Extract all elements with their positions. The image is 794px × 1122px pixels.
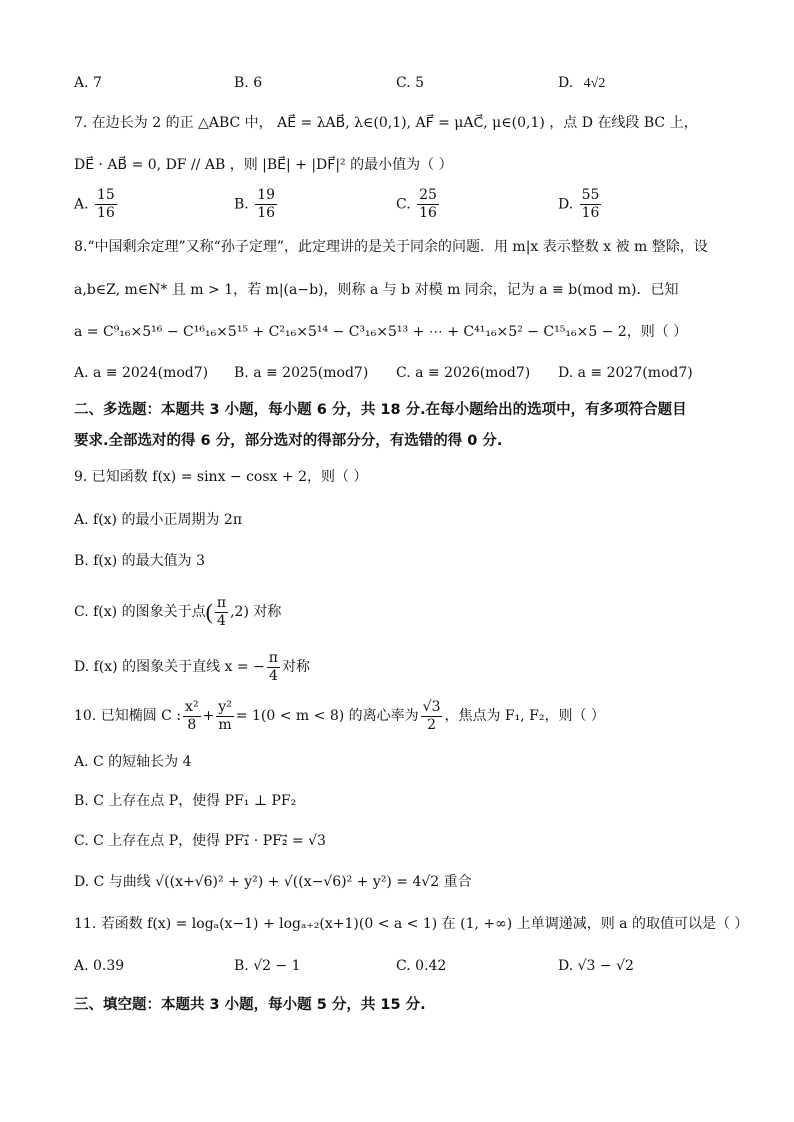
q9-option-d xyxy=(74,647,310,687)
section-3-heading: 三、填空题：本题共 3 小题，每小题 5 分，共 15 分. xyxy=(74,997,426,1013)
q9-option-d-pre: D. f(x) 的图象关于直线 x = − xyxy=(74,659,265,675)
q7-option-c-fraction xyxy=(417,187,439,222)
q9-option-c-num: π xyxy=(216,594,227,611)
q10-y-num: y² xyxy=(218,698,232,715)
q7-option-d xyxy=(558,187,603,222)
q7-option-d-num: 55 xyxy=(581,187,600,203)
q10-option-b: B. C 上存在点 P，使得 PF₁ ⊥ PF₂ xyxy=(74,793,297,809)
q7-option-b-fraction xyxy=(255,187,277,222)
q9-option-a: A. f(x) 的最小正周期为 2π xyxy=(74,512,243,528)
q7-option-d-den: 16 xyxy=(581,205,600,221)
q7-option-a-num: 15 xyxy=(97,187,115,203)
q7-option-b-den: 16 xyxy=(257,205,276,221)
q6-option-b: B. 6 xyxy=(234,75,263,91)
q9-option-c-den: 4 xyxy=(217,612,226,629)
q10-stem: 10. 已知椭圆 C : $\frac{\text{x²}}{8}$ + $\frac{\text{y²}}{m}$ = 1(0 < m < 8) 的离心率为 $\frac{√3}{2}$ ，焦点为 F₁, F₂，则（ ） xyxy=(74,698,605,733)
q9-option-d-num: π xyxy=(268,649,278,666)
q8-option-a: A. a ≡ 2024(mod7) xyxy=(74,365,209,381)
q10-stem-pre: 10. 已知椭圆 C : xyxy=(74,708,182,724)
q7-option-c xyxy=(396,187,441,222)
q6-option-d xyxy=(558,73,605,94)
q9-option-d-fraction xyxy=(267,650,280,685)
q7-line-1: 7. 在边长为 2 的正 △ABC 中， AE⃗ = λAB⃗, λ∈(0,1), AF⃗ = μAC⃗, μ∈(0,1) ，点 D 在线段 BC 上， xyxy=(74,115,698,131)
q9-option-c-post: ,2) 对称 xyxy=(230,604,282,620)
q6-option-a: A. 7 xyxy=(74,75,102,91)
q10-stem-mid: = 1(0 < m < 8) 的离心率为 xyxy=(235,708,419,724)
q11-option-a: A. 0.39 xyxy=(74,958,125,974)
q9-option-c-paren: ( xyxy=(205,599,213,624)
q7-option-d-label: D. xyxy=(558,196,574,213)
q8-option-c: C. a ≡ 2026(mod7) xyxy=(396,365,531,381)
q7-option-c-den: 16 xyxy=(419,205,437,221)
q10-option-c: C. C 上存在点 P，使得 PF₁⃗ · PF₂⃗ = √3 xyxy=(74,833,326,849)
q10-e-num: √3 xyxy=(422,698,441,715)
q6-option-d-value: 4√2 xyxy=(583,76,606,91)
q9-option-c xyxy=(74,592,281,632)
q7-option-d-fraction xyxy=(580,187,602,222)
q9-stem: 9. 已知函数 f(x) = sinx − cosx + 2，则（ ） xyxy=(74,469,368,485)
q10-y-den: m xyxy=(218,716,232,733)
q10-x-fraction xyxy=(183,699,201,734)
q7-line-2: DE⃗ · AB⃗ = 0, DF // AB ，则 |BE⃗| + |DF⃗|² 的最小值为（ ） xyxy=(74,157,453,173)
q10-option-d: D. C 与曲线 √((x+√6)² + y²) + √((x−√6)² + y²) = 4√2 重合 xyxy=(74,874,472,890)
q6-option-c: C. 5 xyxy=(396,75,425,91)
q7-option-b-num: 19 xyxy=(257,187,276,203)
q10-e-fraction xyxy=(421,699,443,734)
q8-option-d: D. a ≡ 2027(mod7) xyxy=(558,365,693,381)
q8-option-b: B. a ≡ 2025(mod7) xyxy=(234,365,369,381)
q11-option-c: C. 0.42 xyxy=(396,958,447,974)
q7-option-b xyxy=(234,187,279,222)
q9-option-b: B. f(x) 的最大值为 3 xyxy=(74,553,205,569)
q9-option-c-pre: C. f(x) 的图象关于点 xyxy=(74,604,206,620)
q7-option-a-label: A. xyxy=(74,196,89,213)
q7-option-a-fraction xyxy=(95,187,117,222)
q8-line-1: 8.“中国剩余定理”又称“孙子定理”，此定理讲的是关于同余的问题．用 m|x 表示整数 x 被 m 整除，设 xyxy=(74,239,708,255)
q10-option-a: A. C 的短轴长为 4 xyxy=(74,754,192,770)
q10-e-den: 2 xyxy=(427,716,437,733)
q8-line-2: a,b∈Z, m∈N* 且 m > 1，若 m|(a−b)，则称 a 与 b 对模 m 同余，记为 a ≡ b(mod m)．已知 xyxy=(74,282,679,298)
q11-option-d: D. √3 − √2 xyxy=(558,958,634,974)
q7-option-c-num: 25 xyxy=(419,187,437,203)
q10-stem-post: ，焦点为 F₁, F₂，则（ ） xyxy=(444,708,605,724)
section-2-heading-line-2: 要求.全部选对的得 6 分，部分选对的得部分分，有选错的得 0 分. xyxy=(74,433,503,449)
section-2-heading-line-1: 二、多选题：本题共 3 小题，每小题 6 分，共 18 分.在每小题给出的选项中，有多项符合题目 xyxy=(74,402,687,418)
q10-x-num: x² xyxy=(185,698,199,715)
q11-stem: 11. 若函数 f(x) = logₐ(x−1) + logₐ₊₂(x+1)(0 < a < 1) 在 (1, +∞) 上单调递减，则 a 的取值可以是（ ） xyxy=(74,916,749,932)
q8-line-3: a = C⁹₁₆×5¹⁶ − C¹⁶₁₆×5¹⁵ + C²₁₆×5¹⁴ − C³₁₆×5¹³ + ⋯ + C⁴¹₁₆×5² − C¹⁵₁₆×5 − 2，则（ ） xyxy=(74,324,688,340)
q7-option-a-den: 16 xyxy=(97,205,115,221)
q10-x-den: 8 xyxy=(187,716,197,733)
q7-option-a xyxy=(74,187,119,222)
q11-option-b: B. √2 − 1 xyxy=(234,958,301,974)
q9-option-d-post: 对称 xyxy=(282,659,310,675)
q7-option-c-label: C. xyxy=(396,196,411,213)
q10-y-fraction xyxy=(216,699,234,734)
q9-option-c-fraction xyxy=(215,595,228,630)
q7-option-b-label: B. xyxy=(234,196,249,213)
q6-option-d-label: D. xyxy=(558,75,574,91)
q9-option-d-den: 4 xyxy=(268,667,278,684)
